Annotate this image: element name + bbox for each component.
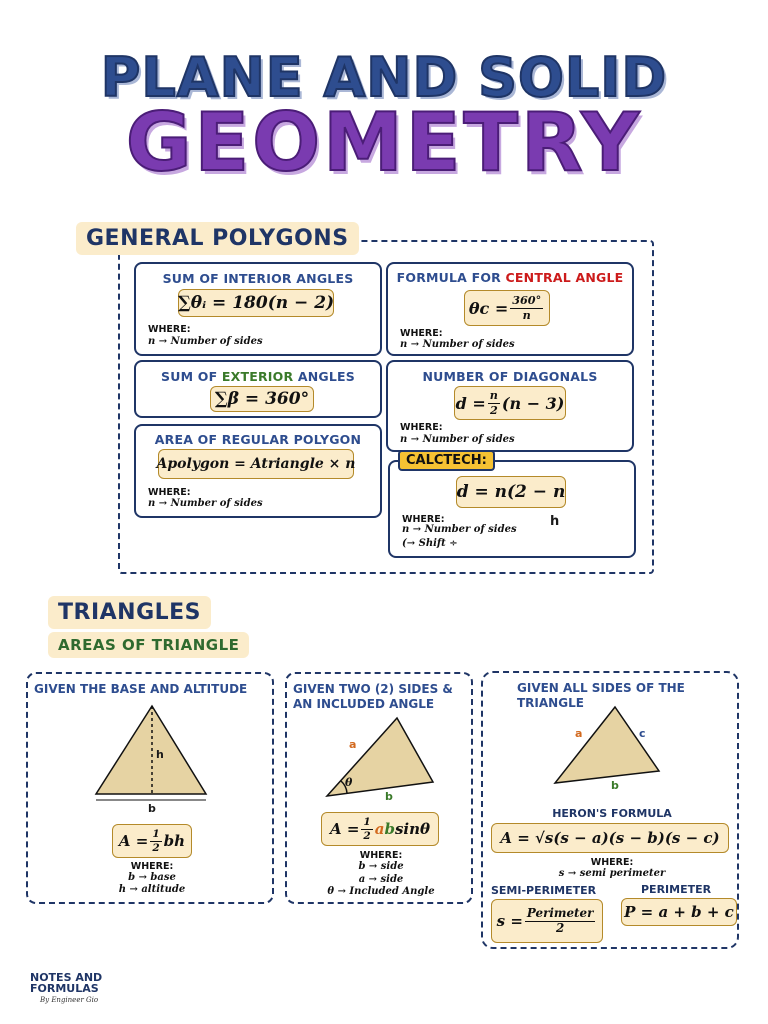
base-altitude-den: 2: [152, 841, 160, 854]
all-sides-b-label: b: [611, 779, 619, 792]
central-angle-where: WHERE:: [400, 328, 443, 339]
central-angle-fraction: [510, 295, 543, 320]
semi-perimeter-den: 2: [555, 920, 565, 935]
sum-interior-title: SUM OF INTERIOR ANGLES: [162, 271, 354, 286]
all-sides-a-label: a: [575, 727, 583, 740]
all-sides-title-1: GIVEN ALL SIDES OF THE: [517, 681, 685, 695]
card-sum-interior-angles: [134, 262, 382, 356]
title-line-2: GEOMETRY: [125, 96, 643, 189]
calctech-formula: d = n(2 − n: [456, 476, 566, 508]
base-altitude-note-1: b → base: [128, 872, 176, 883]
sum-exterior-title-highlight: EXTERIOR: [221, 369, 294, 384]
card-calctech: [388, 460, 636, 558]
calctech-tag: CALCTECH:: [398, 450, 495, 471]
central-angle-note: n → Number of sides: [400, 339, 515, 350]
two-sides-title-2: AN INCLUDED ANGLE: [293, 697, 435, 711]
sum-interior-formula: ∑θᵢ = 180(n − 2): [178, 289, 334, 317]
two-sides-rhs-a: a: [374, 820, 385, 838]
diagonals-title: NUMBER OF DIAGONALS: [422, 369, 598, 384]
central-angle-title-highlight: CENTRAL ANGLE: [505, 270, 624, 285]
base-altitude-triangle: [28, 700, 276, 840]
semi-perimeter-fraction: [525, 905, 595, 935]
two-sides-where: WHERE:: [359, 850, 403, 861]
brand-byline: By Engineer Gio: [40, 996, 99, 1004]
card-base-altitude: [26, 672, 274, 904]
two-sides-note-2: a → side: [358, 874, 404, 885]
card-area-regular-polygon: [134, 424, 382, 518]
semi-perimeter-num: Perimeter: [526, 905, 594, 920]
two-sides-lhs: A =: [329, 820, 360, 838]
herons-formula: A = √s(s − a)(s − b)(s − c): [491, 823, 729, 853]
perimeter-formula: P = a + b + c: [621, 898, 737, 926]
diagonals-note: n → Number of sides: [400, 434, 515, 445]
regular-polygon-title: AREA OF REGULAR POLYGON: [154, 432, 362, 447]
base-altitude-rhs: bh: [163, 832, 186, 850]
herons-formula-title: HERON'S FORMULA: [552, 807, 672, 820]
two-sides-formula: [321, 812, 439, 846]
diagonals-num: n: [489, 388, 498, 403]
card-central-angle: [386, 262, 634, 356]
calctech-note-1: n → Number of sides: [402, 524, 517, 535]
sum-exterior-title-prefix: SUM OF: [161, 369, 222, 384]
card-sum-exterior-angles: [134, 360, 382, 418]
perimeter-title: PERIMETER: [641, 883, 712, 896]
brand-line-1: NOTES AND: [30, 971, 103, 984]
card-all-sides: [481, 671, 739, 949]
diagonals-formula: [454, 386, 566, 420]
regular-polygon-formula: Apolygon = Atriangle × n: [158, 449, 354, 479]
all-sides-note: s → semi perimeter: [558, 868, 666, 879]
central-angle-title-prefix: FORMULA FOR: [396, 270, 506, 285]
base-altitude-b-label: b: [148, 802, 156, 815]
base-altitude-fraction: [150, 829, 161, 853]
brand-line-2: FORMULAS: [30, 982, 99, 995]
general-polygons-heading: GENERAL POLYGONS: [76, 222, 359, 255]
base-altitude-title: GIVEN THE BASE AND ALTITUDE: [34, 682, 248, 696]
central-angle-num: 360°: [512, 293, 542, 308]
two-sides-den: 2: [363, 829, 371, 842]
areas-of-triangle-heading: AREAS OF TRIANGLE: [48, 632, 249, 658]
all-sides-c-label: c: [639, 727, 646, 740]
calctech-h-label: h: [550, 514, 560, 529]
two-sides-b-label: b: [385, 790, 393, 803]
regular-polygon-note: n → Number of sides: [148, 498, 263, 509]
diagonals-where: WHERE:: [400, 422, 443, 433]
sum-exterior-title-suffix: ANGLES: [293, 369, 355, 384]
card-number-of-diagonals: [386, 360, 634, 452]
sum-exterior-formula: ∑β = 360°: [210, 386, 314, 412]
semi-perimeter-formula: [491, 899, 603, 943]
two-sides-rhs-b: b: [384, 820, 395, 838]
central-angle-den: n: [522, 307, 531, 322]
base-altitude-h-label: h: [156, 748, 164, 761]
two-sides-fraction: [361, 817, 372, 841]
two-sides-a-label: a: [349, 738, 357, 751]
diagonals-rhs: (n − 3): [501, 393, 565, 413]
diagonals-fraction: [488, 390, 500, 415]
sum-interior-note: n → Number of sides: [148, 336, 263, 347]
base-altitude-where: WHERE:: [130, 861, 174, 872]
semi-perimeter-title: SEMI-PERIMETER: [491, 884, 597, 897]
two-sides-num: 1: [363, 816, 371, 828]
base-altitude-formula: [112, 824, 192, 858]
sum-interior-where: WHERE:: [148, 324, 191, 335]
two-sides-note-1: b → side: [358, 861, 404, 872]
calctech-where: WHERE:: [402, 514, 445, 525]
title-line-1: PLANE AND SOLID: [100, 46, 668, 109]
diagonals-lhs: d =: [455, 393, 486, 413]
diagonals-den: 2: [489, 402, 498, 417]
central-angle-lhs: θc =: [468, 298, 509, 318]
two-sides-theta-label: θ: [345, 776, 353, 789]
base-altitude-num: 1: [152, 828, 160, 840]
base-altitude-note-2: h → altitude: [118, 884, 186, 895]
brand-logo: [30, 972, 102, 994]
central-angle-formula: [464, 290, 550, 326]
two-sides-triangle: [287, 714, 475, 814]
two-sides-note-3: θ → Included Angle: [327, 886, 435, 897]
sum-exterior-title: [136, 369, 380, 384]
semi-perimeter-lhs: s =: [496, 912, 523, 930]
central-angle-title: [388, 270, 632, 285]
base-altitude-lhs: A =: [118, 832, 149, 850]
two-sides-rhs-rest: sinθ: [394, 820, 431, 838]
all-sides-where: WHERE:: [590, 857, 634, 868]
triangles-heading: TRIANGLES: [48, 596, 211, 629]
two-sides-title-1: GIVEN TWO (2) SIDES &: [293, 682, 453, 696]
regular-polygon-where: WHERE:: [148, 487, 191, 498]
calctech-note-2: (→ Shift ÷: [402, 538, 458, 549]
card-two-sides-angle: [285, 672, 473, 904]
all-sides-title-2: TRIANGLE: [517, 696, 584, 710]
